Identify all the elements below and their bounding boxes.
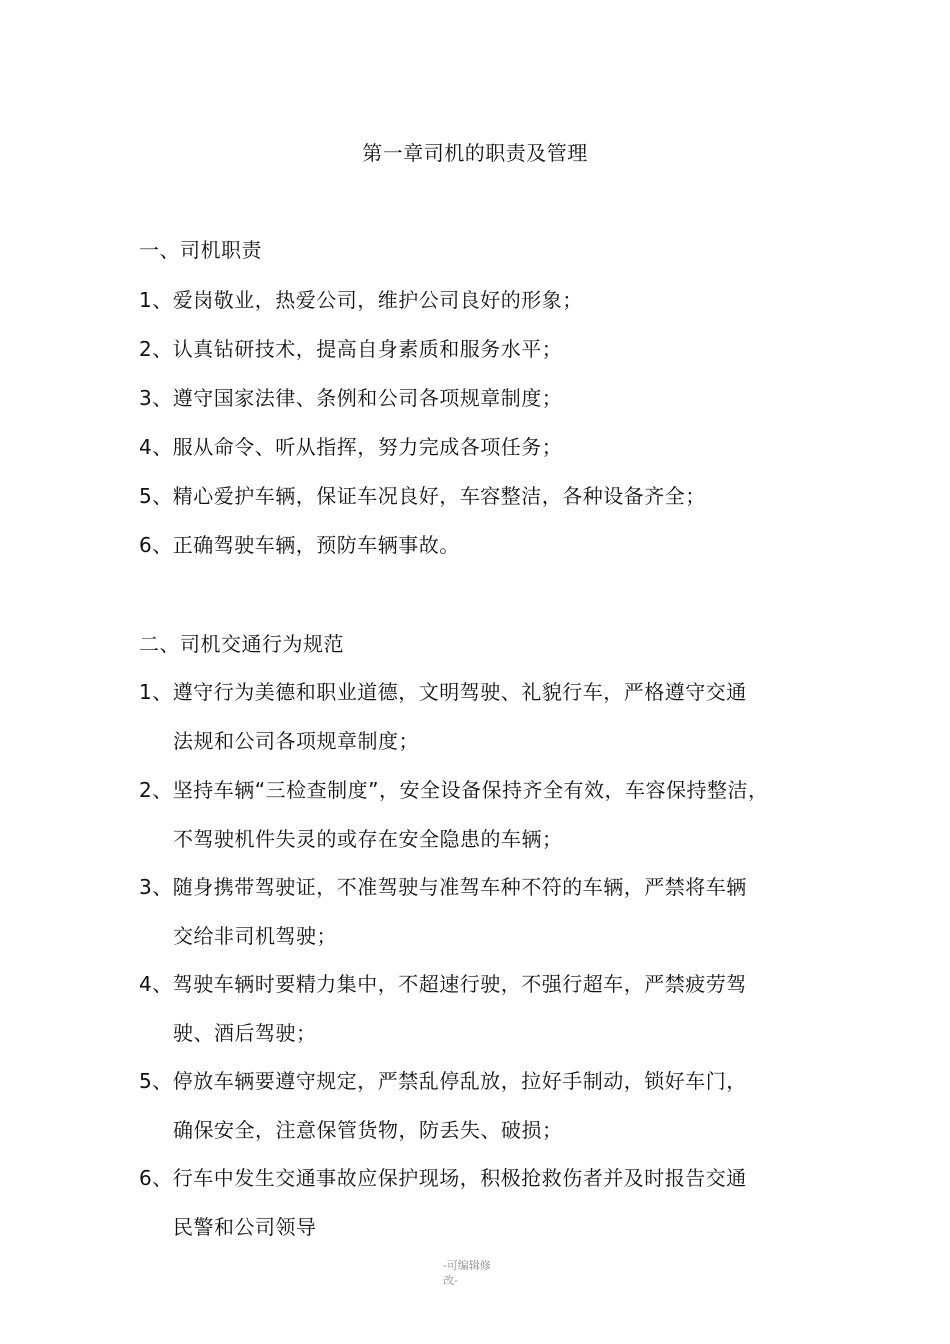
section-1-heading: 一、司机职责 — [139, 238, 262, 262]
section-2-heading: 二、司机交通行为规范 — [139, 632, 344, 656]
section-1-item: 1、爱岗敬业，热爱公司，维护公司良好的形象； — [139, 288, 583, 312]
section-2-item-line2: 法规和公司各项规章制度； — [173, 729, 419, 753]
section-2-item-line1: 1、遵守行为美德和职业道德，文明驾驶、礼貌行车，严格遵守交通 — [139, 680, 747, 704]
footer-line: 改- — [443, 1274, 458, 1287]
section-2-item-line1: 6、行车中发生交通事故应保护现场，积极抢救伤者并及时报告交通 — [139, 1166, 747, 1190]
section-2-item-line1: 3、随身携带驾驶证，不准驾驶与准驾车种不符的车辆，严禁将车辆 — [139, 875, 747, 899]
section-2-item-line2: 民警和公司领导 — [173, 1215, 317, 1239]
page-footer — [443, 1258, 503, 1288]
section-1-item: 5、精心爱护车辆，保证车况良好，车容整洁，各种设备齐全； — [139, 484, 706, 508]
section-1-item: 4、服从命令、听从指挥，努力完成各项任务； — [139, 435, 563, 459]
section-2-item-line2: 不驾驶机件失灵的或存在安全隐患的车辆； — [173, 827, 563, 851]
section-2-item-line1: 5、停放车辆要遵守规定，严禁乱停乱放，拉好手制动，锁好车门， — [139, 1069, 747, 1093]
section-2-item-line2: 交给非司机驾驶； — [173, 924, 337, 948]
footer-line: -可编辑修 — [443, 1259, 491, 1272]
section-2-item-line1: 4、驾驶车辆时要精力集中，不超速行驶，不强行超车，严禁疲劳驾 — [139, 972, 747, 996]
section-1-item: 3、遵守国家法律、条例和公司各项规章制度； — [139, 386, 563, 410]
document-title: 第一章司机的职责及管理 — [362, 141, 588, 165]
section-2-item-line1: 2、坚持车辆“三检查制度”，安全设备保持齐全有效，车容保持整洁， — [139, 778, 769, 802]
section-2-item-line2: 确保安全，注意保管货物，防丢失、破损； — [173, 1118, 563, 1142]
section-1-item: 6、正确驾驶车辆，预防车辆事故。 — [139, 533, 460, 557]
section-2-item-line2: 驶、酒后驾驶； — [173, 1021, 317, 1045]
section-1-item: 2、认真钻研技术，提高自身素质和服务水平； — [139, 337, 563, 361]
